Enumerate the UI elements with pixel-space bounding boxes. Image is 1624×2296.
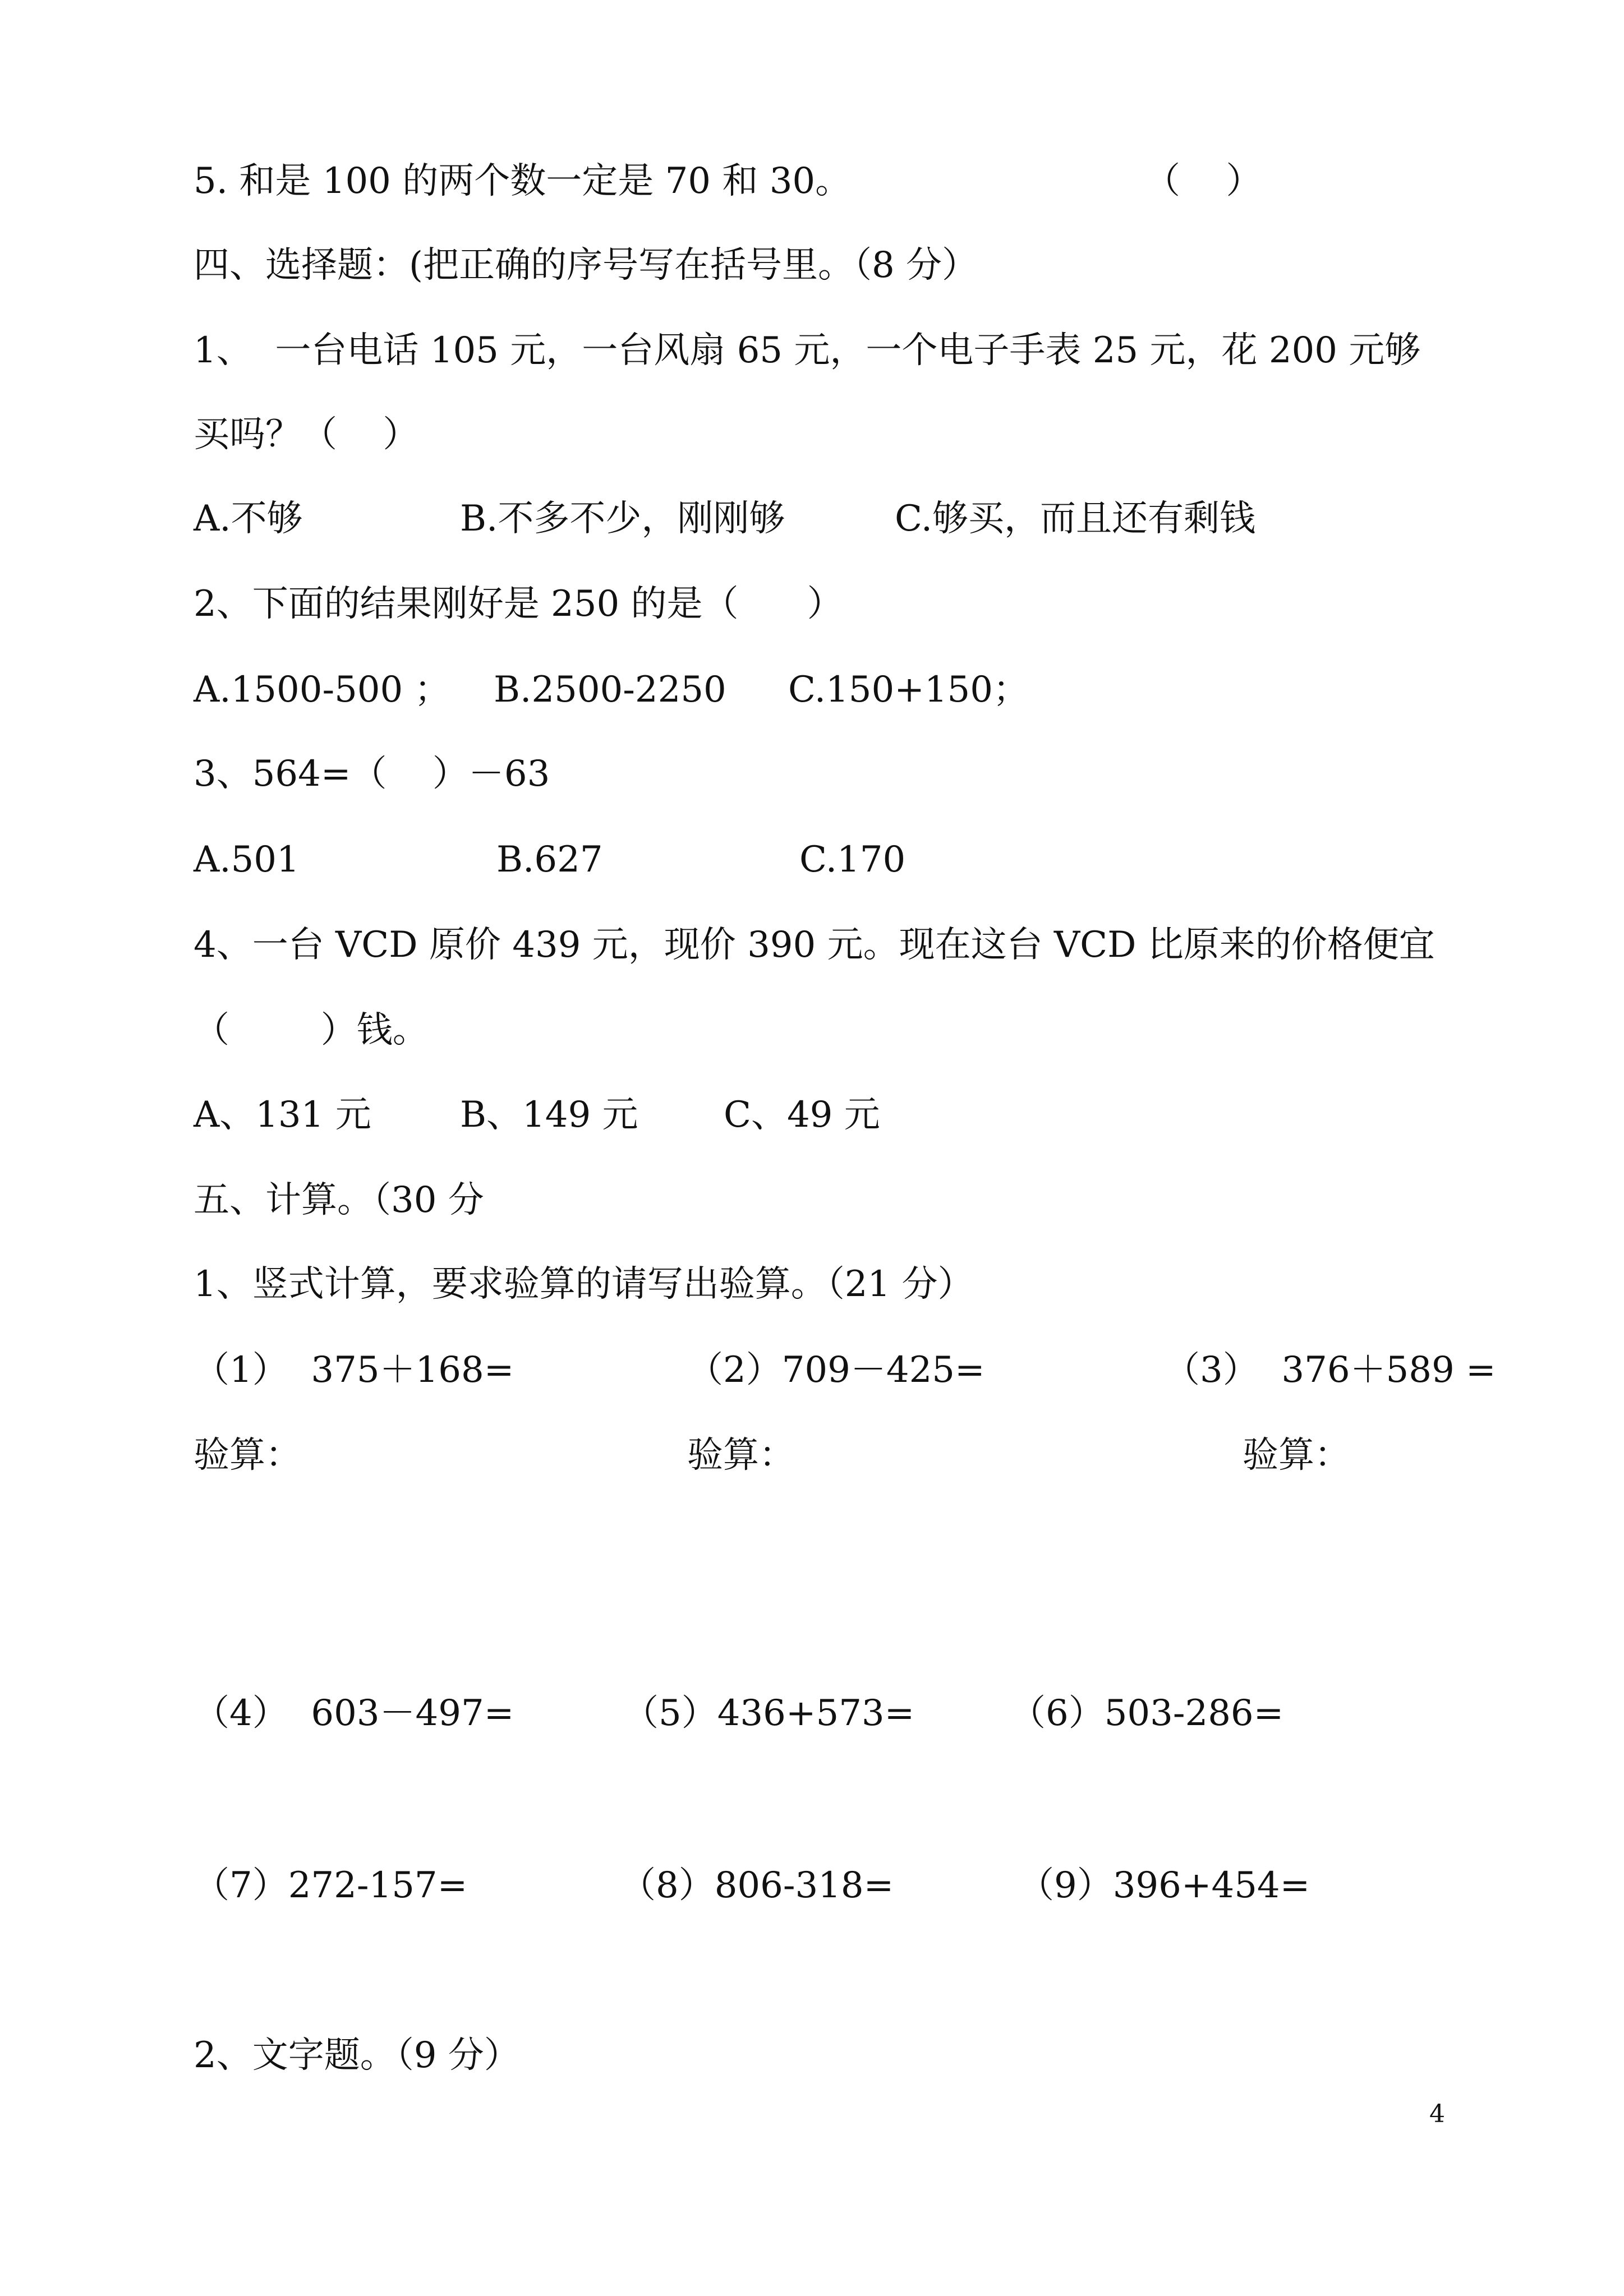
judgement-q5: 5. 和是 100 的两个数一定是 70 和 30。 <box>194 160 852 202</box>
section-4-title: 四、选择题：(把正确的序号写在括号里。（8 分） <box>194 245 978 286</box>
calc-item-4: （4） 603－497= <box>194 1693 514 1734</box>
verify-label-3: 验算： <box>1243 1435 1350 1476</box>
mc3-option-a: A.501 <box>194 839 300 880</box>
mc4-question-line2: （ ）钱。 <box>194 1009 429 1051</box>
calc-item-9: （9）396+454= <box>1018 1865 1310 1906</box>
mc3-option-c: C.170 <box>799 839 906 880</box>
mc1-option-a: A.不够 <box>194 498 303 540</box>
mc4-option-b: B、149 元 <box>460 1094 638 1136</box>
judgement-q5-answer-blank: （ ） <box>1144 160 1262 202</box>
calc-item-7: （7）272-157= <box>194 1865 468 1906</box>
mc4-question-line1: 4、一台 VCD 原价 439 元，现价 390 元。现在这台 VCD 比原来的价格便宜 <box>194 924 1435 966</box>
calc-item-6: （6）503-286= <box>1010 1693 1284 1734</box>
mc1-option-c: C.够买，而且还有剩钱 <box>895 498 1256 540</box>
mc2-option-c: C.150+150； <box>788 669 1029 711</box>
mc1-question-line1: 1、 一台电话 105 元，一台风扇 65 元，一个电子手表 25 元，花 200 元够 <box>194 330 1421 371</box>
verify-label-2: 验算： <box>687 1435 795 1476</box>
section-5-title: 五、计算。（30 分 <box>194 1179 484 1221</box>
calc-item-3: （3） 376＋589 = <box>1164 1349 1496 1391</box>
mc2-option-b: B.2500-2250 <box>494 669 726 711</box>
mc3-option-b: B.627 <box>496 839 603 880</box>
mc1-question-line2: 买吗？（ ） <box>194 414 419 455</box>
calc1-title: 1、竖式计算，要求验算的请写出验算。（21 分） <box>194 1264 974 1305</box>
mc4-option-a: A、131 元 <box>194 1094 371 1136</box>
calc-item-5: （5）436+573= <box>623 1693 915 1734</box>
calc-item-1: （1） 375＋168= <box>194 1349 514 1391</box>
page-number: 4 <box>1429 2100 1445 2128</box>
mc4-option-c: C、49 元 <box>724 1094 880 1136</box>
mc2-option-a: A.1500-500 ； <box>194 669 450 711</box>
mc2-question: 2、下面的结果刚好是 250 的是（ ） <box>194 583 843 625</box>
mc3-question: 3、564=（ ）－63 <box>194 753 550 795</box>
calc-item-2: （2）709－425= <box>687 1349 985 1391</box>
calc2-title: 2、文字题。（9 分） <box>194 2035 520 2076</box>
mc1-option-b: B.不多不少，刚刚够 <box>460 498 785 540</box>
calc-item-8: （8）806-318= <box>620 1865 894 1906</box>
verify-label-1: 验算： <box>194 1435 301 1476</box>
